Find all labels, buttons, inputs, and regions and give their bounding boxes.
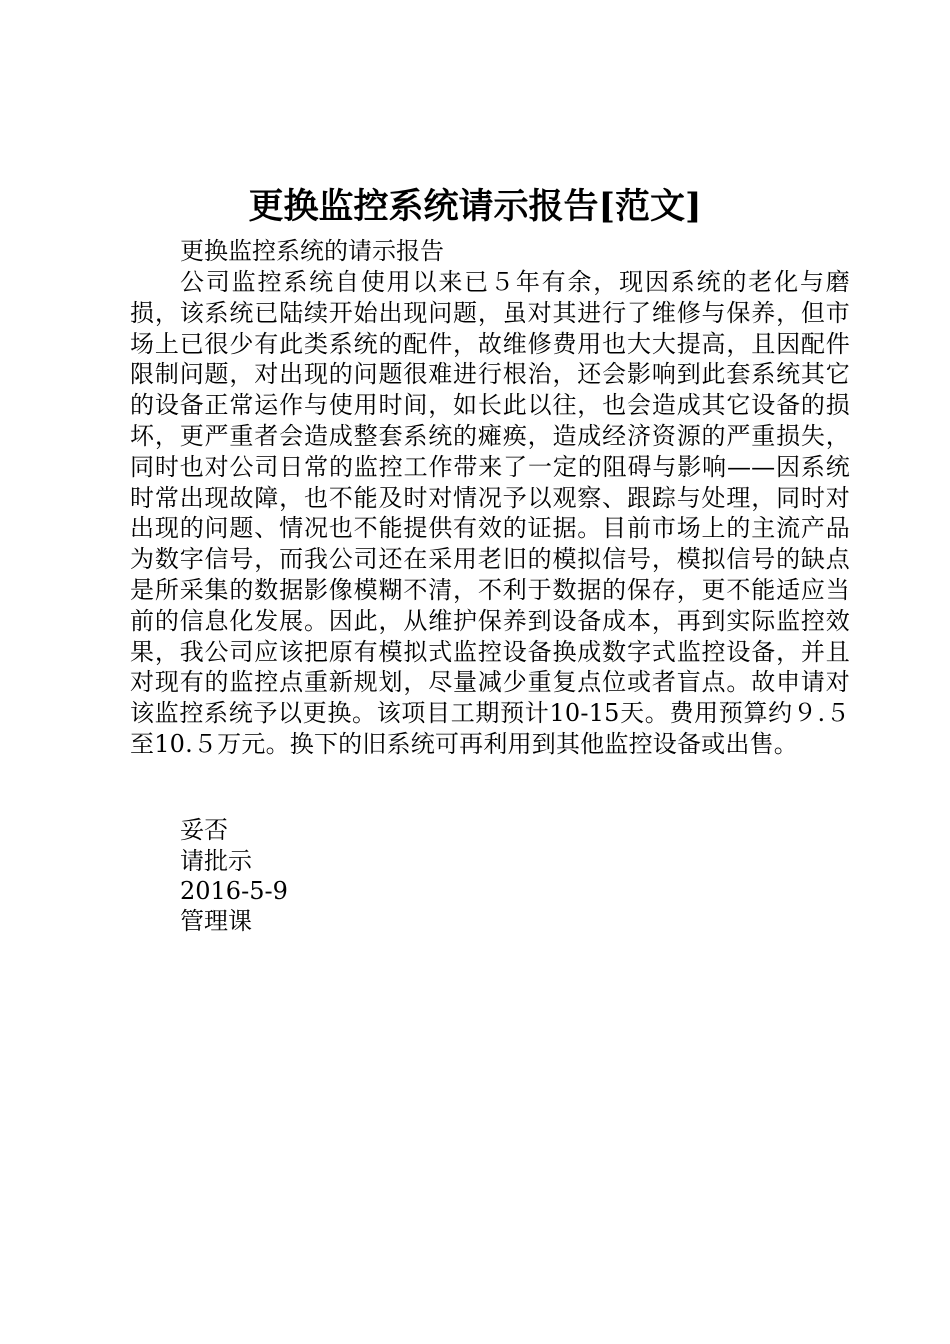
document-body: 公司监控系统自使用以来已５年有余，现因系统的老化与磨损，该系统已陆续开始出现问题，虽对其进行了维修与保养，但市场上已很少有此类系统的配件，故维修费用也大大提高，且因配件限制问题，对出现的问题很难进行根治，还会影响到此套系统其它的设备正常运作与使用时间，如长此以往，也会造成其它设备的损坏，更严重者会造成整套系统的瘫痪，造成经济资源的严重损失，同时也对公司日常的监控工作带来了一定的阻碍与影响——因系统时常出现故障，也不能及时对情况予以观察、跟踪与处理，同时对出现的问题、情况也不能提供有效的证据。目前市场上的主流产品为数字信号，而我公司还在采用老旧的模拟信号，模拟信号的缺点是所采集的数据影像模糊不清，不利于数据的保存，更不能适应当前的信息化发展。因此，从维护保养到设备成本，再到实际监控效果，我公司应该把原有模拟式监控设备换成数字式监控设备，并且对现有的监控点重新规划，尽量减少重复点位或者盲点。故申请对该监控系统予以更换。该项目工期预计10-15天。费用预算约９.５至10.５万元。换下的旧系统可再利用到其他监控设备或出售。 xyxy=(130,268,850,758)
closing-request: 妥否 xyxy=(180,816,228,844)
closing-approval: 请批示 xyxy=(180,847,252,875)
document-subtitle: 更换监控系统的请示报告 xyxy=(180,237,444,265)
document-department: 管理课 xyxy=(180,907,252,935)
document-title: 更换监控系统请示报告[范文] xyxy=(248,186,702,227)
document-date: 2016-5-9 xyxy=(180,877,288,905)
